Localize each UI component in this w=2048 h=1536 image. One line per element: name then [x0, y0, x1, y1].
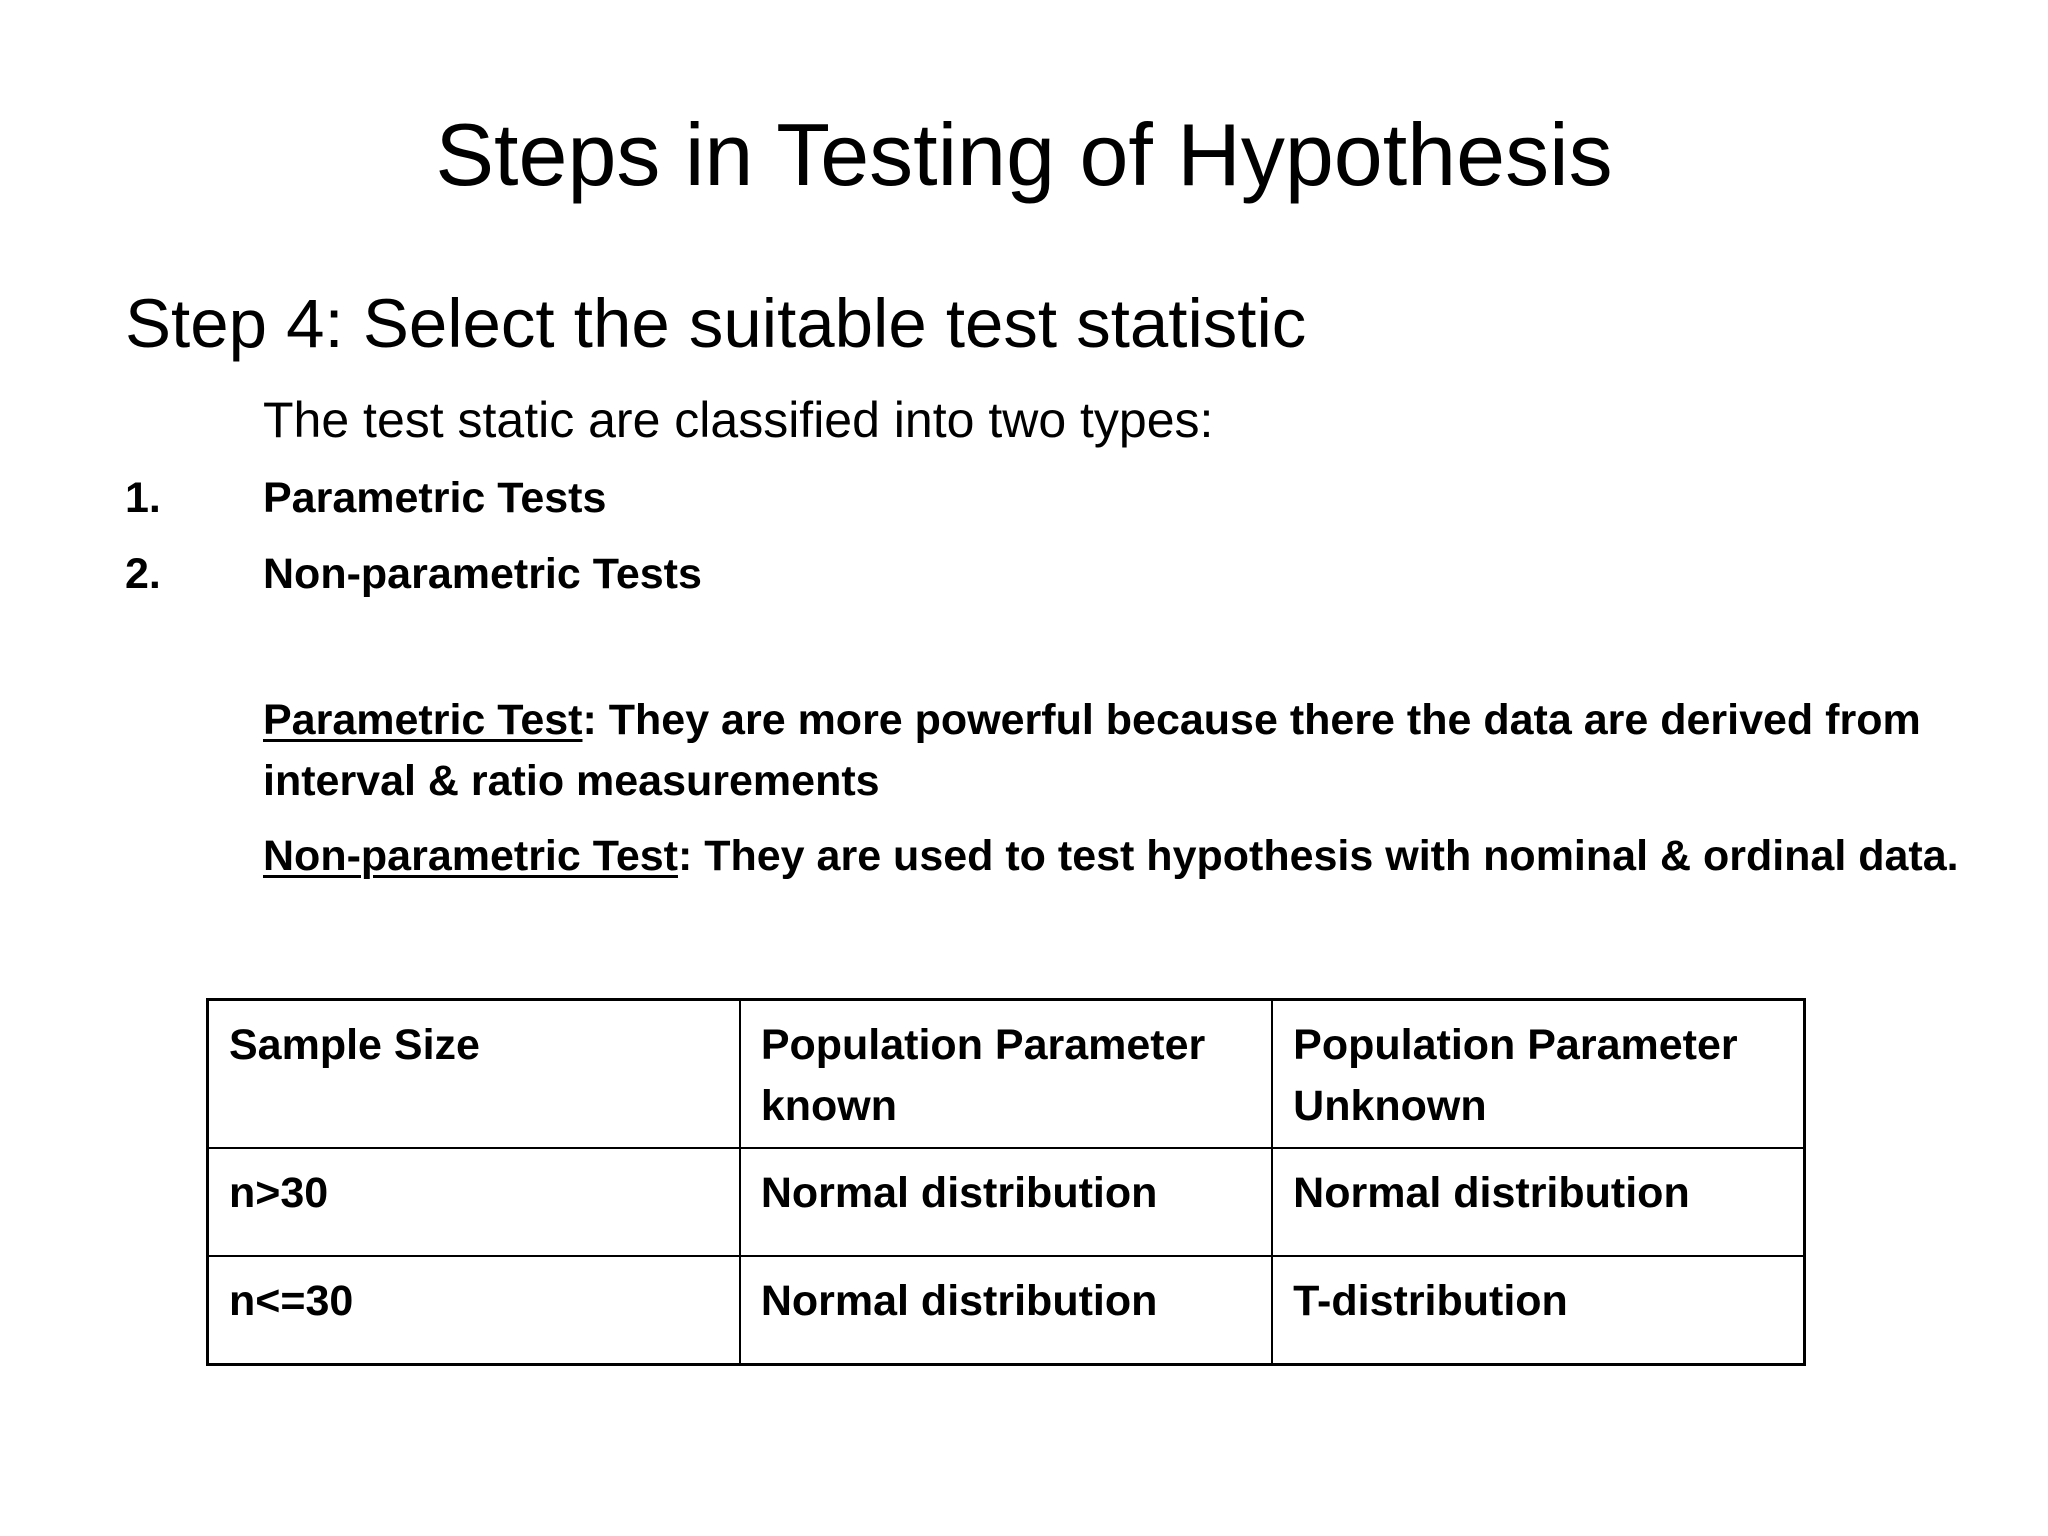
table-header-cell: Population Parameter known: [740, 1000, 1272, 1149]
nonparametric-definition: [263, 826, 1963, 887]
test-types-list: [125, 470, 1825, 622]
list-item-number: 2.: [125, 550, 161, 598]
list-item: [125, 470, 1825, 546]
table-cell: n<=30: [208, 1256, 740, 1365]
parametric-definition: [263, 690, 1963, 812]
table-cell: Normal distribution: [740, 1148, 1272, 1256]
definition-text: : They are more powerful because there the data are derived from interval & ratio measurements: [263, 696, 1921, 805]
table-cell: Normal distribution: [740, 1256, 1272, 1365]
list-item-text: Parametric Tests: [263, 474, 607, 522]
table-header-cell: Sample Size: [208, 1000, 740, 1149]
distribution-table: [206, 998, 1806, 1366]
table-row: [208, 1256, 1805, 1365]
definition-term: Non-parametric Test: [263, 832, 678, 880]
table-cell: T-distribution: [1272, 1256, 1804, 1365]
table-header-row: [208, 1000, 1805, 1149]
definition-text: : They are used to test hypothesis with nominal & ordinal data.: [677, 832, 1959, 880]
definition-term: Parametric Test: [263, 696, 583, 744]
step-heading: Step 4: Select the suitable test statistic: [125, 285, 1307, 362]
table-cell: Normal distribution: [1272, 1148, 1804, 1256]
table-cell: n>30: [208, 1148, 740, 1256]
list-item-text: Non-parametric Tests: [263, 550, 702, 598]
intro-text: The test static are classified into two types:: [263, 392, 1214, 448]
table-header-cell: Population Parameter Unknown: [1272, 1000, 1804, 1149]
list-item-number: 1.: [125, 474, 161, 522]
table-row: [208, 1148, 1805, 1256]
slide-title: Steps in Testing of Hypothesis: [435, 105, 1613, 204]
list-item: [125, 546, 1825, 622]
